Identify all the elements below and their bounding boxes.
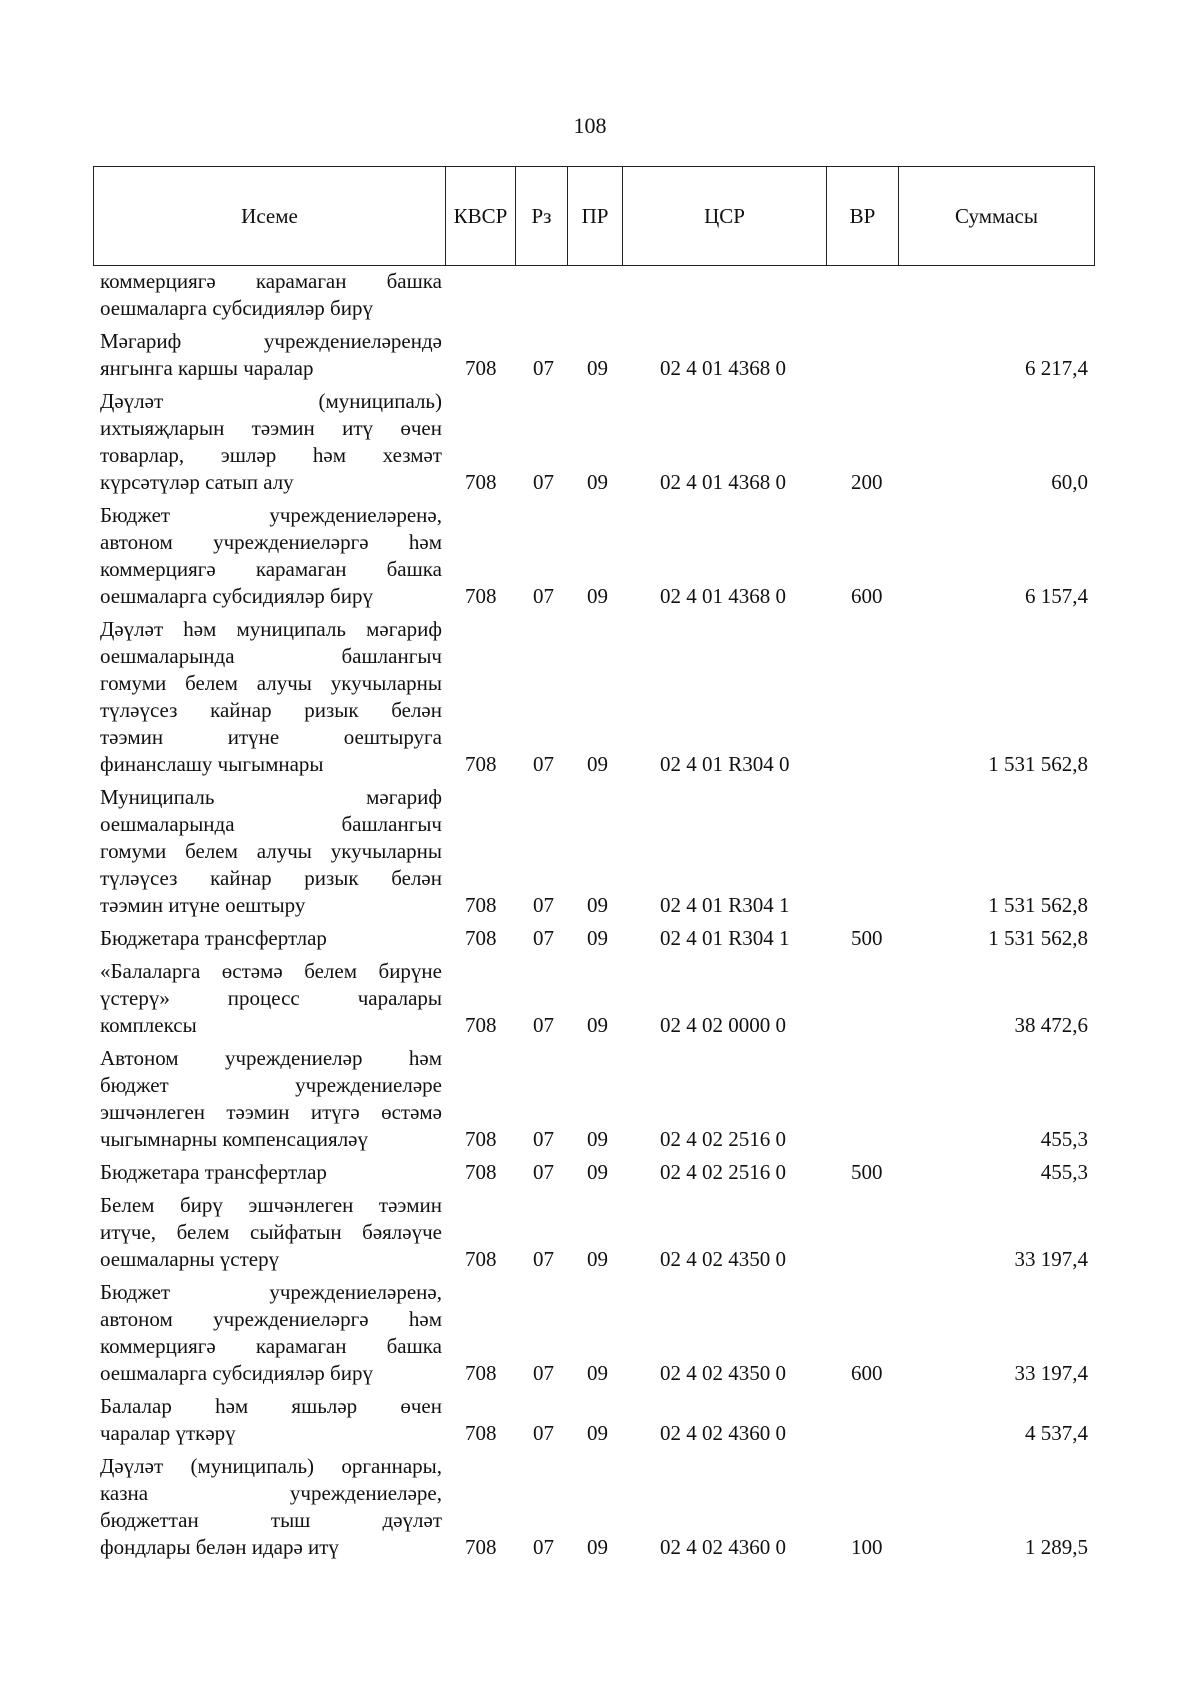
cell-kvsr: 708 — [465, 752, 497, 776]
cell-rz: 07 — [533, 1421, 554, 1445]
table-row — [0, 1453, 1200, 1561]
row-name-line: оешмаларында башлангыч — [100, 812, 442, 836]
cell-csr: 02 4 02 2516 0 — [660, 1160, 786, 1184]
row-name-line: Белем бирү эшчәнлеген тәэмин — [100, 1193, 442, 1217]
row-name-line: коммерциягә карамаган башка — [100, 269, 442, 293]
row-name-line: тәэмин итүне оештыру — [100, 893, 306, 917]
row-name-line: Бюджетара трансфертлар — [100, 1160, 327, 1184]
cell-kvsr: 708 — [465, 893, 497, 917]
cell-csr: 02 4 02 4360 0 — [660, 1535, 786, 1559]
cell-kvsr: 708 — [465, 1361, 497, 1385]
cell-rz: 07 — [533, 356, 554, 380]
header-sum: Суммасы — [955, 203, 1038, 228]
row-name — [100, 1453, 442, 1561]
cell-sum: 60,0 — [1051, 470, 1088, 494]
cell-sum: 1 289,5 — [1025, 1535, 1088, 1559]
row-name-line: Автоном учреждениеләр һәм — [100, 1046, 442, 1070]
cell-csr: 02 4 01 R304 1 — [660, 893, 790, 917]
row-name — [100, 1393, 442, 1447]
row-name-line: оешмаларында башлангыч — [100, 644, 442, 668]
row-name-line: автоном учреждениеләргә һәм — [100, 530, 442, 554]
row-name-line: итүче, белем сыйфатын бәяләүче — [100, 1220, 442, 1244]
row-name — [100, 1159, 442, 1186]
table-row — [0, 1393, 1200, 1447]
cell-sum: 455,3 — [1040, 1127, 1088, 1151]
row-name-line: коммерциягә карамаган башка — [100, 1334, 442, 1358]
row-name — [100, 958, 442, 1039]
cell-kvsr: 708 — [465, 1013, 497, 1037]
row-name-line: оешмаларны үстерү — [100, 1247, 280, 1271]
row-name-line: Муниципаль мәгариф — [100, 785, 442, 809]
table-row — [0, 1192, 1200, 1273]
table-row — [0, 388, 1200, 496]
row-name — [100, 328, 442, 382]
row-name-line: үстерү» процесс чаралары — [100, 986, 442, 1010]
cell-kvsr: 708 — [465, 1160, 497, 1184]
cell-sum: 38 472,6 — [1014, 1013, 1088, 1037]
row-name-line: фондлары белән идарә итү — [100, 1535, 339, 1559]
row-name — [100, 616, 442, 778]
cell-rz: 07 — [533, 1535, 554, 1559]
cell-rz: 07 — [533, 1247, 554, 1271]
cell-kvsr: 708 — [465, 926, 497, 950]
cell-csr: 02 4 02 4350 0 — [660, 1361, 786, 1385]
row-name-line: оешмаларга субсидияләр бирү — [100, 584, 373, 608]
cell-pr: 09 — [587, 1247, 608, 1271]
cell-csr: 02 4 02 0000 0 — [660, 1013, 786, 1037]
cell-pr: 09 — [587, 356, 608, 380]
cell-pr: 09 — [587, 1361, 608, 1385]
header-csr: ЦСР — [623, 167, 827, 265]
cell-pr: 09 — [587, 1421, 608, 1445]
cell-vr: 600 — [851, 584, 883, 608]
row-name-line: ихтыяҗларын тәэмин итү өчен — [100, 416, 442, 440]
cell-kvsr: 708 — [465, 584, 497, 608]
row-name-line: чаралар үткәрү — [100, 1421, 236, 1445]
cell-csr: 02 4 02 2516 0 — [660, 1127, 786, 1151]
cell-pr: 09 — [587, 893, 608, 917]
row-name-line: комплексы — [100, 1013, 197, 1037]
row-name-line: бюджеттан тыш дәүләт — [100, 1508, 442, 1532]
row-name-line: чыгымнарны компенсацияләү — [100, 1127, 368, 1151]
cell-kvsr: 708 — [465, 470, 497, 494]
row-name — [100, 388, 442, 496]
cell-csr: 02 4 01 R304 0 — [660, 752, 790, 776]
cell-pr: 09 — [587, 470, 608, 494]
cell-rz: 07 — [533, 752, 554, 776]
cell-rz: 07 — [533, 893, 554, 917]
row-name-line: тәэмин итүне оештыруга — [100, 725, 442, 749]
cell-csr: 02 4 01 R304 1 — [660, 926, 790, 950]
table-header — [93, 166, 1095, 266]
row-name-line: Дәүләт һәм муниципаль мәгариф — [100, 617, 442, 641]
row-name-line: Бюджет учреждениеләренә, — [100, 503, 442, 527]
row-name — [100, 502, 442, 610]
row-name — [100, 268, 442, 322]
row-name — [100, 1045, 442, 1153]
row-name-line: Бюджет учреждениеләренә, — [100, 1280, 442, 1304]
table-body — [0, 268, 1200, 1567]
table-row — [0, 328, 1200, 382]
row-name-line: гомуми белем алучы укучыларны — [100, 839, 442, 863]
cell-rz: 07 — [533, 584, 554, 608]
header-pr: ПР — [568, 167, 623, 265]
cell-csr: 02 4 02 4350 0 — [660, 1247, 786, 1271]
row-name-line: Дәүләт (муниципаль) — [100, 389, 442, 413]
row-name-line: түләүсез кайнар ризык белән — [100, 698, 442, 722]
row-name — [100, 1279, 442, 1387]
cell-pr: 09 — [587, 1160, 608, 1184]
table-row — [0, 784, 1200, 919]
cell-sum: 4 537,4 — [1025, 1421, 1088, 1445]
cell-rz: 07 — [533, 926, 554, 950]
row-name — [100, 784, 442, 919]
cell-pr: 09 — [587, 1127, 608, 1151]
row-name-line: гомуми белем алучы укучыларны — [100, 671, 442, 695]
row-name — [100, 1192, 442, 1273]
cell-rz: 07 — [533, 1361, 554, 1385]
cell-csr: 02 4 01 4368 0 — [660, 470, 786, 494]
header-rz: Рз — [516, 167, 568, 265]
cell-sum: 6 157,4 — [1025, 584, 1088, 608]
row-name-line: финанслашу чыгымнары — [100, 752, 324, 776]
row-name-line: янгынга каршы чаралар — [100, 356, 314, 380]
table-row — [0, 502, 1200, 610]
cell-kvsr: 708 — [465, 1535, 497, 1559]
cell-kvsr: 708 — [465, 1247, 497, 1271]
cell-sum: 6 217,4 — [1025, 356, 1088, 380]
cell-vr: 600 — [851, 1361, 883, 1385]
table-row — [0, 1279, 1200, 1387]
cell-kvsr: 708 — [465, 356, 497, 380]
cell-sum: 1 531 562,8 — [988, 752, 1088, 776]
cell-rz: 07 — [533, 1127, 554, 1151]
cell-csr: 02 4 02 4360 0 — [660, 1421, 786, 1445]
row-name-line: оешмаларга субсидияләр бирү — [100, 296, 373, 320]
cell-csr: 02 4 01 4368 0 — [660, 584, 786, 608]
table-row — [0, 268, 1200, 322]
cell-csr: 02 4 01 4368 0 — [660, 356, 786, 380]
cell-kvsr: 708 — [465, 1421, 497, 1445]
row-name-line: товарлар, эшләр һәм хезмәт — [100, 443, 442, 467]
cell-rz: 07 — [533, 1013, 554, 1037]
table-row — [0, 616, 1200, 778]
cell-rz: 07 — [533, 470, 554, 494]
cell-vr: 100 — [851, 1535, 883, 1559]
cell-sum: 1 531 562,8 — [988, 893, 1088, 917]
cell-pr: 09 — [587, 1535, 608, 1559]
row-name-line: Дәүләт (муниципаль) органнары, — [100, 1454, 442, 1478]
cell-pr: 09 — [587, 926, 608, 950]
cell-kvsr: 708 — [465, 1127, 497, 1151]
row-name — [100, 925, 442, 952]
table-row — [0, 925, 1200, 952]
header-kvsr: КВСР — [446, 167, 516, 265]
row-name-line: Балалар һәм яшьләр өчен — [100, 1394, 442, 1418]
row-name-line: коммерциягә карамаган башка — [100, 557, 442, 581]
cell-vr: 500 — [851, 926, 883, 950]
row-name-line: күрсәтүләр сатып алу — [100, 470, 294, 494]
table-row — [0, 1159, 1200, 1186]
row-name-line: түләүсез кайнар ризык белән — [100, 866, 442, 890]
row-name-line: автоном учреждениеләргә һәм — [100, 1307, 442, 1331]
cell-sum: 33 197,4 — [1014, 1361, 1088, 1385]
table-row — [0, 1045, 1200, 1153]
cell-vr: 500 — [851, 1160, 883, 1184]
cell-pr: 09 — [587, 1013, 608, 1037]
row-name-line: бюджет учреждениеләре — [100, 1073, 442, 1097]
cell-pr: 09 — [587, 752, 608, 776]
row-name-line: казна учреждениеләре, — [100, 1481, 442, 1505]
cell-sum: 1 531 562,8 — [988, 926, 1088, 950]
cell-vr: 200 — [851, 470, 883, 494]
header-vr: ВР — [827, 167, 899, 265]
cell-pr: 09 — [587, 584, 608, 608]
row-name-line: оешмаларга субсидияләр бирү — [100, 1361, 373, 1385]
page-number: 108 — [573, 113, 607, 138]
row-name-line: Бюджетара трансфертлар — [100, 926, 327, 950]
header-name: Исеме — [94, 167, 446, 265]
row-name-line: Мәгариф учреждениеләрендә — [100, 329, 442, 353]
row-name-line: эшчәнлеген тәэмин итүгә өстәмә — [100, 1100, 442, 1124]
row-name-line: «Балаларга өстәмә белем бирүне — [100, 959, 442, 983]
cell-sum: 455,3 — [1040, 1160, 1088, 1184]
cell-rz: 07 — [533, 1160, 554, 1184]
cell-sum: 33 197,4 — [1014, 1247, 1088, 1271]
table-row — [0, 958, 1200, 1039]
